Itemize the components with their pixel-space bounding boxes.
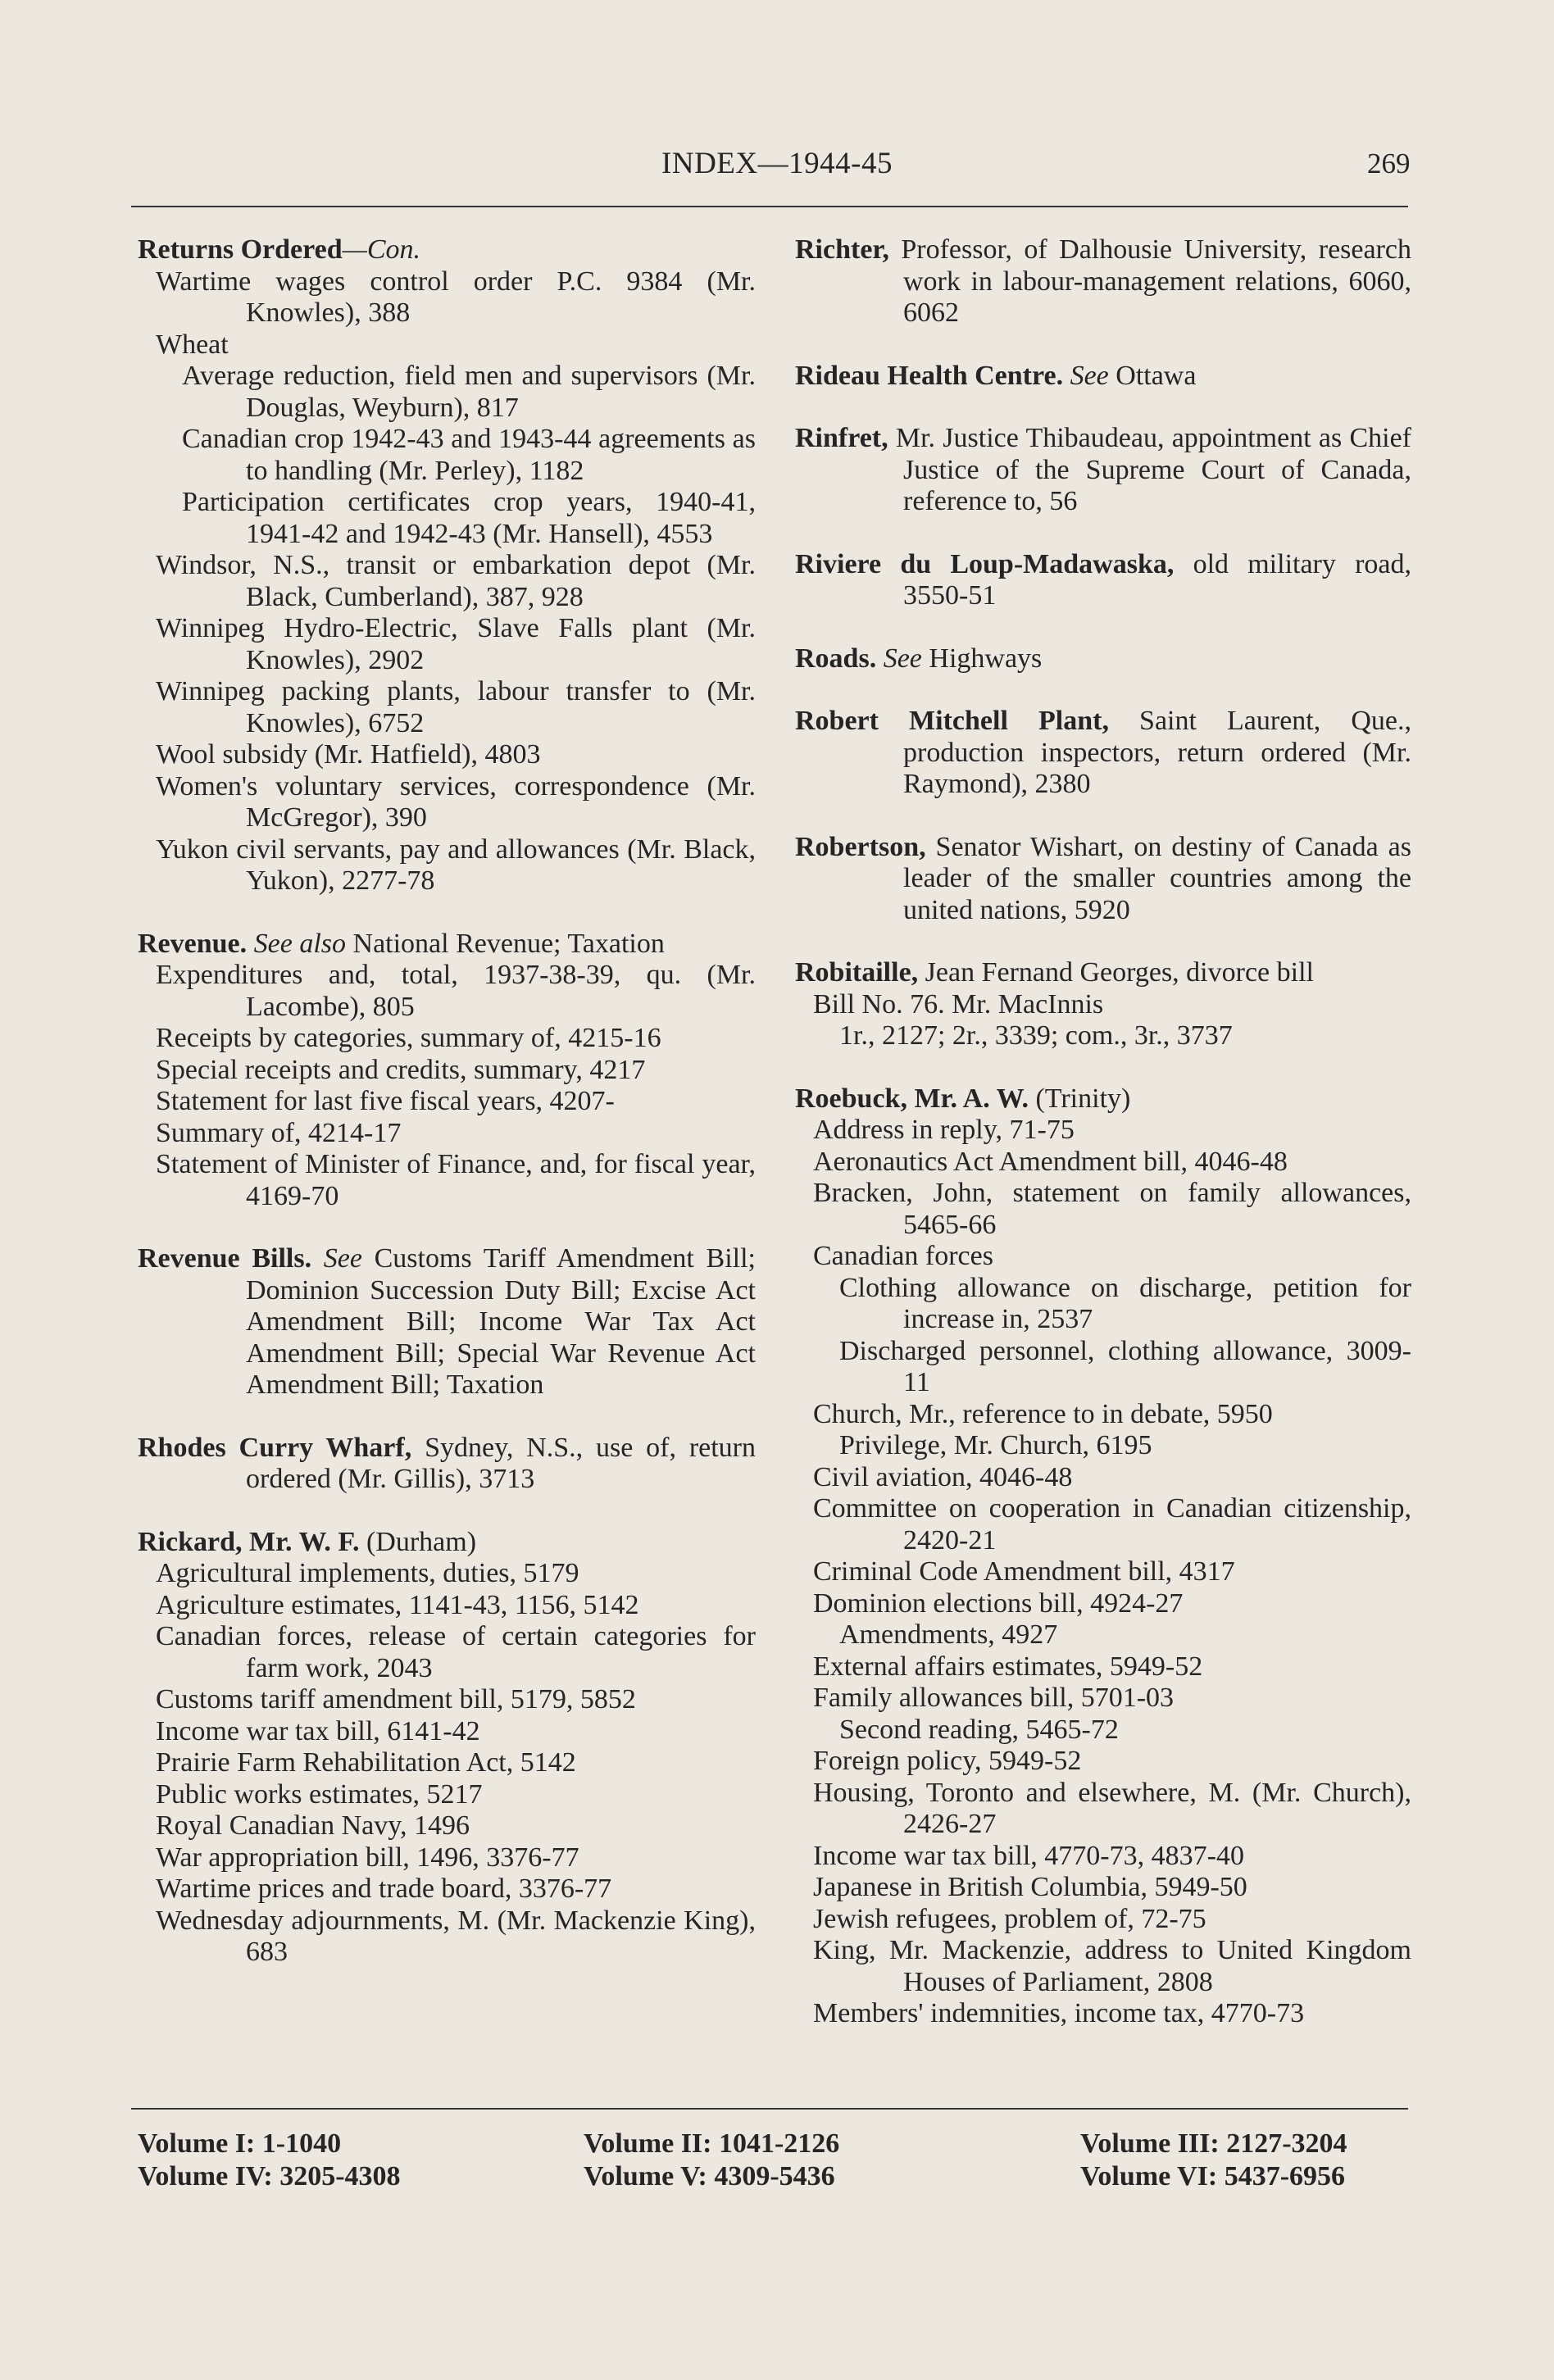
subentry: Family allowances bill, 5701-03: [813, 1683, 1175, 1713]
footer-rule: [131, 2108, 1408, 2110]
subentry: Housing, Toronto and elsewhere, M. (Mr. Church), 2426-27: [813, 1777, 1411, 1839]
entry-returns-ordered: [138, 234, 756, 897]
volume-range-3: Volume III: 2127-3204: [1080, 2128, 1347, 2159]
subentry: Wartime wages control order P.C. 9384 (Mr. Knowles), 388: [156, 266, 756, 328]
subentry: External affairs estimates, 5949-52: [813, 1651, 1203, 1682]
header-rule: [131, 206, 1408, 207]
subentry: 1r., 2127; 2r., 3339; com., 3r., 3737: [839, 1020, 1233, 1051]
subentry: Clothing allowance on discharge, petition for increase in, 2537: [839, 1272, 1411, 1334]
entry-heading: Rinfret, Mr. Justice Thibaudeau, appointment as Chief Justice of the Supreme Court of Canada, reference to, 56: [795, 423, 1411, 516]
subentry: Winnipeg packing plants, labour transfer to (Mr. Knowles), 6752: [156, 676, 756, 738]
entry-roads: [795, 643, 1411, 675]
entry-robert-mitchell-plant: [795, 706, 1411, 801]
entry-rhodes-curry-wharf: [138, 1433, 756, 1496]
subentry: Japanese in British Columbia, 5949-50: [813, 1872, 1247, 1902]
entry-revenue-bills: [138, 1243, 756, 1401]
entry-heading: Robitaille, Jean Fernand Georges, divorce bill: [795, 957, 1314, 988]
subentry: Address in reply, 71-75: [813, 1115, 1075, 1145]
subentry: Special receipts and credits, summary, 4217: [156, 1054, 646, 1085]
subentry: Public works estimates, 5217: [156, 1778, 483, 1810]
subentry: Participation certificates crop years, 1940-41, 1941-42 and 1942-43 (Mr. Hansell), 4553: [182, 487, 756, 549]
subentry: Statement of Minister of Finance, and, for fiscal year, 4169-70: [156, 1149, 756, 1211]
subentry: Wool subsidy (Mr. Hatfield), 4803: [156, 739, 541, 770]
entry-heading: Richter, Professor, of Dalhousie University, research work in labour-management relations, 6060, 6062: [795, 234, 1412, 328]
subentry: Agriculture estimates, 1141-43, 1156, 5142: [156, 1589, 639, 1620]
right-column: [795, 234, 1411, 2061]
subentry: Wartime prices and trade board, 3376-77: [156, 1874, 612, 1904]
subentry: Statement for last five fiscal years, 4207-: [156, 1086, 615, 1116]
entry-heading: Robertson, Senator Wishart, on destiny of Canada as leader of the smaller countries among the united nations, 5920: [795, 831, 1411, 925]
subentry: Civil aviation, 4046-48: [813, 1461, 1073, 1492]
entry-roebuck: [795, 1083, 1411, 2030]
entry-heading: Rhodes Curry Wharf, Sydney, N.S., use of, return ordered (Mr. Gillis), 3713: [138, 1432, 757, 1494]
entry-riviere-du-loup: [795, 549, 1411, 612]
subentry: Aeronautics Act Amendment bill, 4046-48: [813, 1146, 1288, 1177]
subentry: War appropriation bill, 1496, 3376-77: [156, 1842, 579, 1873]
entry-robitaille: [795, 957, 1411, 1052]
entry-rideau-health-centre: [795, 361, 1411, 393]
entry-heading: Returns Ordered—Con.: [138, 234, 421, 265]
volume-range-4: Volume IV: 3205-4308: [138, 2161, 401, 2192]
subentry: Expenditures and, total, 1937-38-39, qu. (Mr. Lacombe), 805: [156, 960, 756, 1022]
subentry: Wheat: [156, 329, 229, 360]
subentry: Bill No. 76. Mr. MacInnis: [813, 988, 1104, 1020]
subentry: Winnipeg Hydro-Electric, Slave Falls plant (Mr. Knowles), 2902: [156, 613, 756, 675]
volume-range-5: Volume V: 4309-5436: [584, 2161, 835, 2192]
volume-range-1: Volume I: 1-1040: [138, 2128, 342, 2159]
subentry: Canadian crop 1942-43 and 1943-44 agreements as to handling (Mr. Perley), 1182: [182, 424, 756, 486]
entry-richter: [795, 234, 1411, 329]
entry-heading: Rickard, Mr. W. F. (Durham): [138, 1526, 477, 1557]
subentry: Yukon civil servants, pay and allowances (Mr. Black, Yukon), 2277-78: [156, 833, 756, 896]
subentry: Church, Mr., reference to in debate, 5950: [813, 1398, 1273, 1429]
subentry: Canadian forces: [813, 1241, 993, 1271]
subentry: Dominion elections bill, 4924-27: [813, 1587, 1184, 1619]
subentry: Privilege, Mr. Church, 6195: [839, 1430, 1152, 1460]
entry-robertson: [795, 832, 1411, 927]
subentry: Windsor, N.S., transit or embarkation depot (Mr. Black, Cumberland), 387, 928: [156, 550, 756, 612]
subentry: Canadian forces, release of certain categories for farm work, 2043: [156, 1621, 756, 1683]
subentry: Amendments, 4927: [839, 1619, 1058, 1650]
entry-heading: Rideau Health Centre. See Ottawa: [795, 360, 1197, 391]
subentry: Wednesday adjournments, M. (Mr. Mackenzie King), 683: [156, 1905, 756, 1967]
subentry: Discharged personnel, clothing allowance, 3009-11: [839, 1335, 1411, 1397]
entry-heading: Robert Mitchell Plant, Saint Laurent, Que., production inspectors, return ordered (Mr. Raymond), 2380: [795, 706, 1411, 799]
entry-rickard: [138, 1527, 756, 1969]
subentry: Criminal Code Amendment bill, 4317: [813, 1556, 1235, 1587]
subentry: Receipts by categories, summary of, 4215-16: [156, 1023, 661, 1053]
subentry: Bracken, John, statement on family allowances, 5465-66: [813, 1178, 1411, 1240]
subentry: Agricultural implements, duties, 5179: [156, 1558, 579, 1588]
subentry: Prairie Farm Rehabilitation Act, 5142: [156, 1747, 576, 1778]
subentry: Customs tariff amendment bill, 5179, 5852: [156, 1684, 636, 1715]
entry-heading: Roads. See Highways: [795, 643, 1043, 674]
entry-revenue: [138, 929, 756, 1213]
entry-heading: Revenue. See also National Revenue; Taxation: [138, 928, 665, 959]
subentry: Members' indemnities, income tax, 4770-73: [813, 1998, 1305, 2028]
entry-heading: Riviere du Loup-Madawaska, old military road, 3550-51: [795, 548, 1412, 611]
page-number: 269: [1367, 148, 1411, 179]
subentry: Second reading, 5465-72: [839, 1714, 1119, 1745]
subentry: Summary of, 4214-17: [156, 1117, 402, 1148]
subentry: Women's voluntary services, correspondence (Mr. McGregor), 390: [156, 770, 756, 833]
subentry: Average reduction, field men and supervisors (Mr. Douglas, Weyburn), 817: [182, 361, 756, 423]
volume-range-6: Volume VI: 5437-6956: [1080, 2161, 1346, 2192]
subentry: Foreign policy, 5949-52: [813, 1746, 1082, 1776]
subentry: Income war tax bill, 6141-42: [156, 1715, 480, 1746]
entry-heading: Revenue Bills. See Customs Tariff Amendment Bill; Dominion Succession Duty Bill; Excise Act Amendment Bill; Income War Tax Act Amendment Bill; Special War Revenue Act Amendment Bill; Taxation: [138, 1243, 756, 1400]
subentry: King, Mr. Mackenzie, address to United Kingdom Houses of Parliament, 2808: [813, 1935, 1411, 1997]
subentry: Committee on cooperation in Canadian citizenship, 2420-21: [813, 1493, 1411, 1556]
subentry: Jewish refugees, problem of, 72-75: [813, 1903, 1206, 1934]
subentry: Income war tax bill, 4770-73, 4837-40: [813, 1840, 1244, 1871]
volume-range-2: Volume II: 1041-2126: [584, 2128, 840, 2159]
entry-rinfret: [795, 423, 1411, 518]
subentry: Royal Canadian Navy, 1496: [156, 1810, 470, 1841]
entry-heading: Roebuck, Mr. A. W. (Trinity): [795, 1083, 1131, 1114]
left-column: [138, 234, 756, 2000]
running-header-title: INDEX—1944-45: [661, 147, 893, 180]
